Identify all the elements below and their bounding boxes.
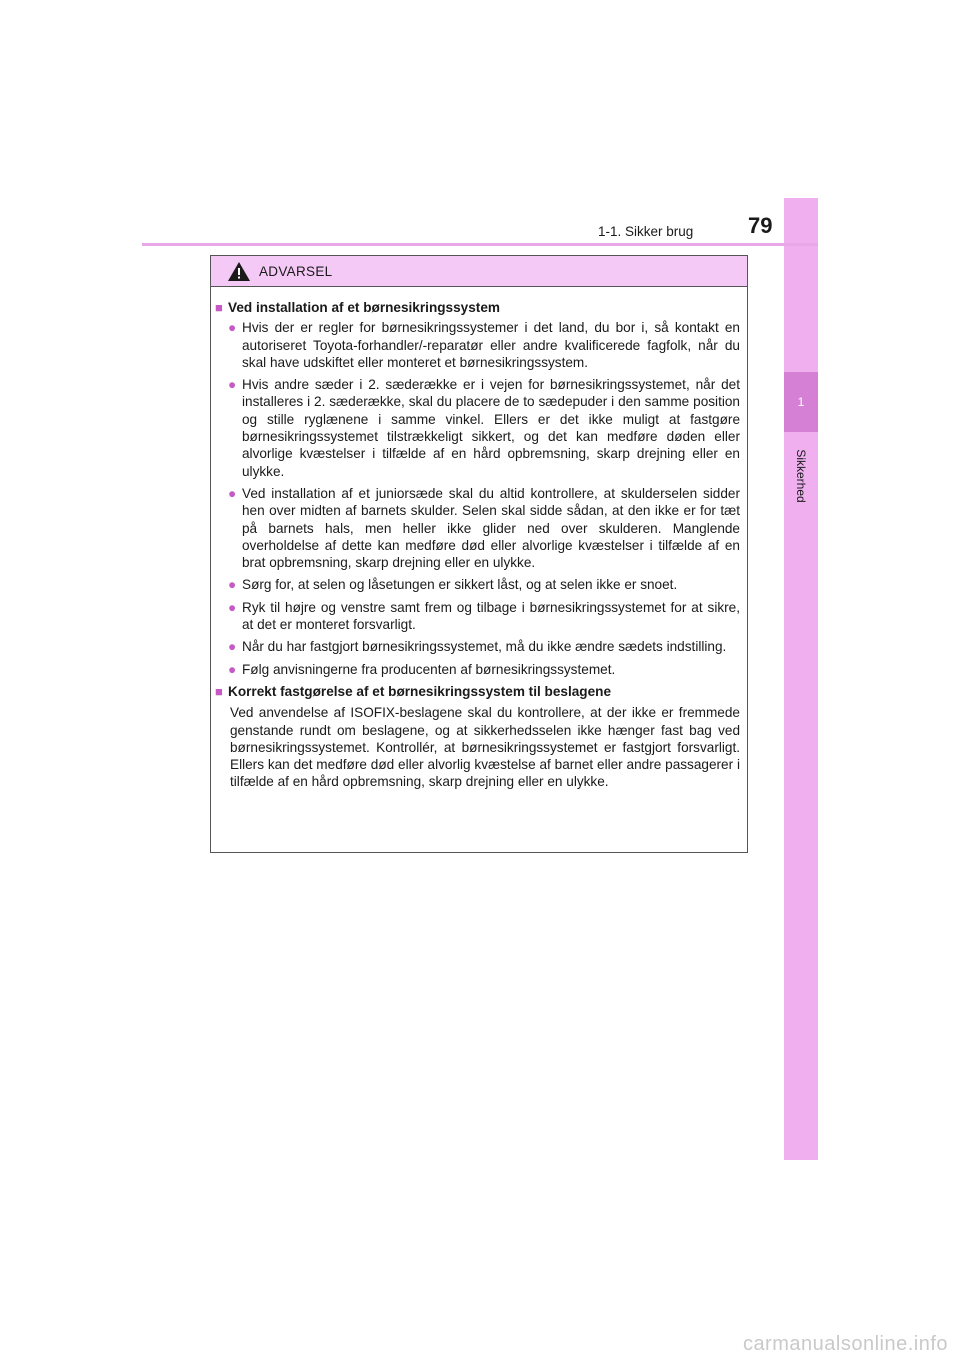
list-item-text: Når du har fastgjort børnesikringssystemet, må du ikke ændre sædets indstilling. [242,639,727,655]
list-item-text: Hvis der er regler for børnesikringssystemer i det land, du bor i, så kontakt en autoriseret Toyota-forhandler/-reparatør eller andre kvalificerede fagfolk, når du skal have udskiftet eller monteret et børnesikringssystem. [242,320,740,370]
list-item [228,576,740,593]
list-item-text: Sørg for, at selen og låsetungen er sikkert låst, og at selen ikke er snoet. [242,577,678,593]
section-heading [215,683,740,700]
list-item-text: Følg anvisningerne fra producenten af børnesikringssystemet. [242,661,616,677]
list-item [228,485,740,571]
section-paragraph: Ved anvendelse af ISOFIX-beslagene skal du kontrollere, at der ikke er fremmede genstande rundt om beslagene, og at sikkerhedsselen ikke hænger fast bag ved børnesikringssystemet. Kontrollér, at børnesikringssystemet er fastgjort forsvarligt. Ellers kan det medføre død eller alvorlig kvæstelse af barnet eller andre passagerer i tilfælde af en hård opbremsning, skarp drejning eller en ulykke. [230,705,740,790]
list-item [228,661,740,678]
section-heading-text: Ved installation af et børnesikringssystem [228,300,500,315]
circle-bullet-icon: ● [228,485,237,501]
section-heading-text: Korrekt fastgørelse af et børnesikringssystem til beslagene [228,683,612,699]
warning-header [211,256,747,287]
circle-bullet-icon: ● [228,661,237,677]
header-divider [142,243,818,246]
circle-bullet-icon: ● [228,320,237,336]
warning-triangle-icon [228,262,250,281]
list-item-text: Hvis andre sæder i 2. sæderække er i vejen for børnesikringssystemet, når det installeres i 2. sæderække, skal du placere de to sædepuder i den samme position og stille ryglænene i samme vinkel. Ellers er det ikke muligt at fastgøre børnesikringssystemet tilstrækkeligt sikkert, og det kan medføre døden eller alvorlige kvæstelser i tilfælde af en hård opbremsning, skarp drejning eller en ulykke. [242,377,740,479]
chapter-tab [784,372,818,432]
list-item [228,319,740,371]
square-bullet-icon: ■ [215,300,223,315]
chapter-label: Sikkerhed [794,449,808,503]
circle-bullet-icon: ● [228,577,237,593]
list-item-text: Ved installation af et juniorsæde skal du altid kontrollere, at skulderselen sidder hen over midten af barnets skulder. Selen skal sidde sådan, at den ikke er for tæt på barnets hals, men heller ikke glider ned over skulderen. Manglende overholdelse af dette kan medføre død eller alvorlige kvæstelser i tilfælde af en brat opbremsning, skarp drejning eller en ulykke. [242,485,740,571]
list-item-text: Ryk til højre og venstre samt frem og tilbage i børnesikringssystemet for at sikre, at det er monteret forsvarligt. [242,599,740,633]
square-bullet-icon: ■ [215,683,223,699]
section-title: 1-1. Sikker brug [598,224,694,239]
list-item [228,638,740,655]
page-number: 79 [748,213,773,238]
list-item [228,376,740,480]
list-item [228,599,740,634]
warning-body [211,287,747,791]
warning-label: ADVARSEL [259,263,333,279]
side-tab [784,198,818,1160]
section-heading [215,299,740,316]
circle-bullet-icon: ● [228,599,237,615]
warning-box [210,255,748,853]
chapter-number: 1 [797,395,805,409]
watermark: carmanualsonline.info [742,1333,948,1355]
circle-bullet-icon: ● [228,377,237,393]
circle-bullet-icon: ● [228,639,237,655]
